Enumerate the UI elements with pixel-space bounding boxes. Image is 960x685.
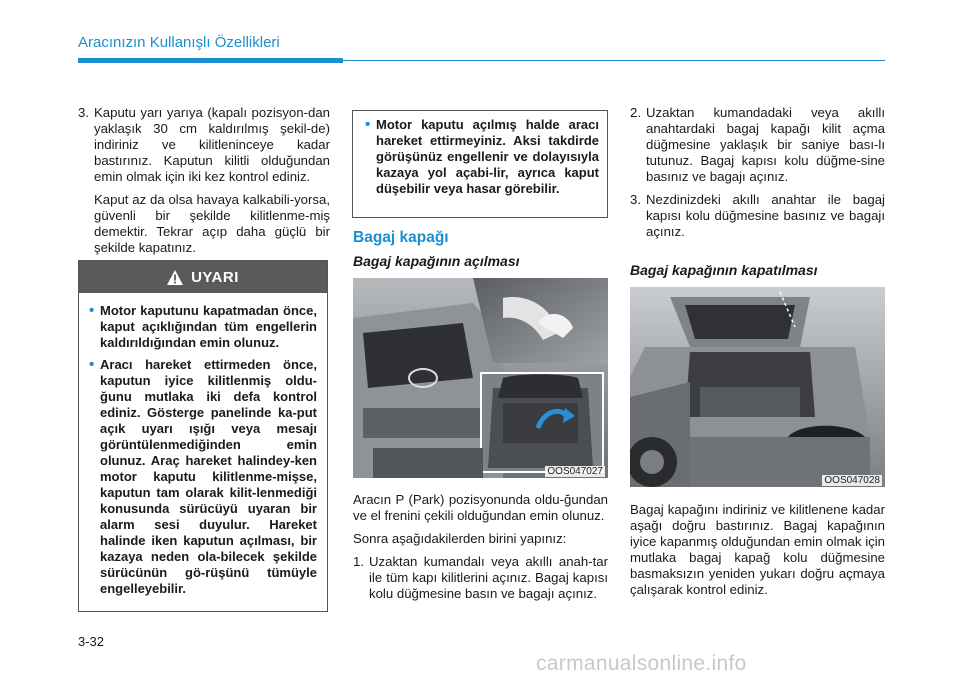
caution-bullet-text: Motor kaputu açılmış halde aracı hareket ettirmeyiniz. Aksi takdirde görüşünüz engellenir ve dolayısıyla kazaya yol açabi-lir, ayrıca kaput düşebilir veya hasar görebilir. (376, 117, 599, 196)
chapter-title: Aracınızın Kullanışlı Özellikleri (78, 34, 280, 51)
choose-instruction: Sonra aşağıdakilerden birini yapınız: (353, 531, 567, 546)
page-number: 3-32 (78, 634, 105, 649)
warning-label: UYARI (191, 268, 239, 286)
header-rule-thin (343, 60, 885, 61)
subsection-title-opening: Bagaj kapağının açılması (353, 253, 520, 269)
warning-header (79, 261, 327, 293)
tailgate-closing-illustration (630, 287, 885, 487)
step-3-hood (78, 105, 330, 185)
section-title: Bagaj kapağı (353, 229, 449, 246)
step-note: Kaput az da olsa havaya kalkabili-yorsa, güvenli bir şekilde kilitlenme-miş demektir. Tekrar açıp daha güçlü bir şekilde kapatınız. (94, 192, 330, 255)
step-number: 3. (78, 105, 89, 120)
photo-code: OOS047027 (547, 466, 603, 477)
header-rule-thick (78, 58, 343, 63)
bullet-dot-icon: • (89, 302, 95, 319)
middle-column-text (353, 492, 608, 609)
step-text: Kaputu yarı yarıya (kapalı pozisyon-dan yaklaşık 30 cm kaldırılmış şekil-de) indiriniz ve kilitleninceye kadar bastırınız. Kaputun kilitli olduğundan emin olmak için iki kez kontrol ediniz. (94, 105, 330, 184)
warning-box (78, 260, 328, 612)
bullet-dot-icon: • (89, 356, 95, 373)
warning-bullet (89, 357, 317, 597)
step-number: 1. (353, 554, 364, 569)
warning-bullet (89, 303, 317, 351)
right-column-text (630, 105, 885, 247)
photo-code: OOS047028 (824, 475, 880, 486)
bullet-dot-icon: • (365, 116, 371, 133)
warning-bullet-text: Aracı hareket ettirmeden önce, kaputun iyice kilitlenmiş oldu-ğunu mutlaka iki defa kontrol ediniz. Gösterge panelinde ka-put açık uyarı ışığı veya mesajı görüntülenmediğinden emin olunuz. Araç hareket halindey-ken motor kaputu kilitlenme-mişse, kaputun tam olarak kilit-lenmediği konusunda sürücüyü uyaran bir alarm sesi duyulur. Hareket halinde iken kaputun açılması, bir kazaya neden ola-bilecek şekilde sürücünün gö-rüşünü tümüyle engelleyebilir. (100, 357, 317, 596)
tailgate-closing-photo (630, 287, 885, 487)
closing-instruction: Bagaj kapağını indiriniz ve kilitlenene kadar aşağı doğru bastırınız. Bagaj kapağının iyice kapanmış olduğundan emin olmak için mutlaka bagaj kapağ kolu düğmesine basmaksızın yeniden yukarı doğru açmaya çalışarak kontrol ediniz. (630, 502, 885, 597)
left-column (78, 105, 330, 263)
warning-body (79, 293, 327, 597)
subsection-title-closing: Bagaj kapağının kapatılması (630, 262, 818, 278)
right-closing-text (630, 502, 885, 605)
step-3-tailgate (630, 192, 885, 240)
caution-box (352, 110, 608, 218)
step-number: 3. (630, 192, 641, 207)
tailgate-opening-photo (353, 278, 608, 478)
warning-bullet-text: Motor kaputunu kapatmadan önce, kaput açıklığından tüm engellerin kaldırıldığından emin olunuz. (100, 303, 317, 350)
step-text: Nezdinizdeki akıllı anahtar ile bagaj kapısı kolu düğmesine basınız ve bagajı açınız. (646, 192, 885, 239)
site-watermark: carmanualsonline.info (536, 652, 747, 675)
caution-bullet (365, 117, 599, 197)
warning-triangle-icon (167, 270, 183, 285)
park-instruction: Aracın P (Park) pozisyonunda oldu-ğundan ve el frenini çekili olduğundan emin olunuz. (353, 492, 608, 523)
step-number: 2. (630, 105, 641, 120)
tailgate-opening-illustration (353, 278, 608, 478)
step-text: Uzaktan kumandalı veya akıllı anah-tar ile tüm kapı kilitlerini açınız. Bagaj kapısı kolu düğmesine basın ve bagajı açınız. (369, 554, 608, 601)
step-2-tailgate (630, 105, 885, 185)
step-text: Uzaktan kumandadaki veya akıllı anahtardaki bagaj kapağı kilit açma düğmesine yaklaşık bir saniye bası-lı tutunuz. Bagaj kapısı kolu düğme-sine basınız ve bagajı açınız. (646, 105, 885, 184)
step-1-tailgate (353, 554, 608, 602)
